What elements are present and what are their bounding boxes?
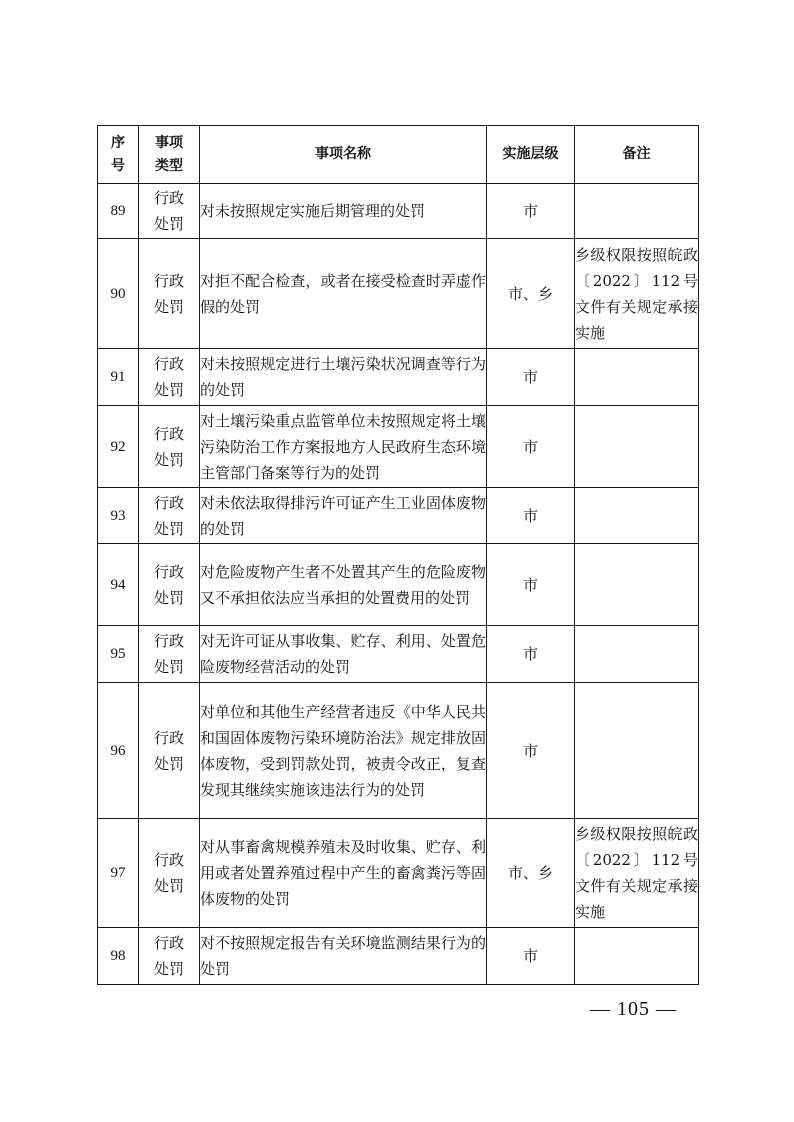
row-name: 对土壤污染重点监管单位未按照规定将土壤污染防治工作方案报地方人民政府生态环境主管部门备案等行为的处罚 xyxy=(200,406,487,488)
row-level: 市 xyxy=(487,488,575,544)
page-number: — 105 — xyxy=(590,998,677,1020)
row-level: 市、乡 xyxy=(487,819,575,928)
row-name: 对不按照规定报告有关环境监测结果行为的处罚 xyxy=(200,928,487,985)
row-name: 对拒不配合检查，或者在接受检查时弄虚作假的处罚 xyxy=(200,239,487,349)
header-level: 实施层级 xyxy=(487,126,575,184)
row-level: 市 xyxy=(487,544,575,626)
row-type: 行政 处罚 xyxy=(139,349,200,406)
row-name: 对危险废物产生者不处置其产生的危险废物又不承担依法应当承担的处置费用的处罚 xyxy=(200,544,487,626)
row-note xyxy=(575,626,699,683)
table-row xyxy=(98,928,699,985)
row-type: 行政 处罚 xyxy=(139,184,200,239)
row-note xyxy=(575,184,699,239)
row-no: 90 xyxy=(98,239,139,349)
table-row xyxy=(98,406,699,488)
header-note: 备注 xyxy=(575,126,699,184)
row-level: 市 xyxy=(487,626,575,683)
row-type: 行政 处罚 xyxy=(139,544,200,626)
row-type: 行政 处罚 xyxy=(139,626,200,683)
row-level: 市、乡 xyxy=(487,239,575,349)
row-note xyxy=(575,683,699,819)
row-type: 行政 处罚 xyxy=(139,406,200,488)
row-level: 市 xyxy=(487,349,575,406)
table-row xyxy=(98,544,699,626)
row-note xyxy=(575,349,699,406)
row-note: 乡级权限按照皖政〔2022〕112号文件有关规定承接实施 xyxy=(575,239,699,349)
row-no: 97 xyxy=(98,819,139,928)
table-row xyxy=(98,239,699,349)
header-name: 事项名称 xyxy=(200,126,487,184)
row-type: 行政 处罚 xyxy=(139,239,200,349)
items-table xyxy=(97,125,699,985)
row-no: 95 xyxy=(98,626,139,683)
row-name: 对未按照规定进行土壤污染状况调查等行为的处罚 xyxy=(200,349,487,406)
row-type: 行政 处罚 xyxy=(139,683,200,819)
row-no: 98 xyxy=(98,928,139,985)
row-no: 93 xyxy=(98,488,139,544)
row-level: 市 xyxy=(487,683,575,819)
row-note xyxy=(575,544,699,626)
row-name: 对未依法取得排污许可证产生工业固体废物的处罚 xyxy=(200,488,487,544)
row-name: 对未按照规定实施后期管理的处罚 xyxy=(200,184,487,239)
row-no: 89 xyxy=(98,184,139,239)
row-note xyxy=(575,406,699,488)
row-name: 对单位和其他生产经营者违反《中华人民共和国固体废物污染环境防治法》规定排放固体废物，受到罚款处罚，被责令改正，复查发现其继续实施该违法行为的处罚 xyxy=(200,683,487,819)
table-row xyxy=(98,626,699,683)
row-no: 91 xyxy=(98,349,139,406)
row-name: 对无许可证从事收集、贮存、利用、处置危险废物经营活动的处罚 xyxy=(200,626,487,683)
row-no: 96 xyxy=(98,683,139,819)
table-row xyxy=(98,488,699,544)
row-type: 行政 处罚 xyxy=(139,819,200,928)
row-level: 市 xyxy=(487,928,575,985)
header-no: 序 号 xyxy=(98,126,139,184)
table-header-row xyxy=(98,126,699,184)
table-row xyxy=(98,184,699,239)
row-note xyxy=(575,928,699,985)
row-name: 对从事畜禽规模养殖未及时收集、贮存、利用或者处置养殖过程中产生的畜禽粪污等固体废物的处罚 xyxy=(200,819,487,928)
table-row xyxy=(98,819,699,928)
row-type: 行政 处罚 xyxy=(139,488,200,544)
row-note: 乡级权限按照皖政〔2022〕112号文件有关规定承接实施 xyxy=(575,819,699,928)
table-row xyxy=(98,683,699,819)
row-type: 行政 处罚 xyxy=(139,928,200,985)
row-no: 94 xyxy=(98,544,139,626)
row-note xyxy=(575,488,699,544)
row-level: 市 xyxy=(487,406,575,488)
table-row xyxy=(98,349,699,406)
header-type: 事项 类型 xyxy=(139,126,200,184)
row-level: 市 xyxy=(487,184,575,239)
row-no: 92 xyxy=(98,406,139,488)
